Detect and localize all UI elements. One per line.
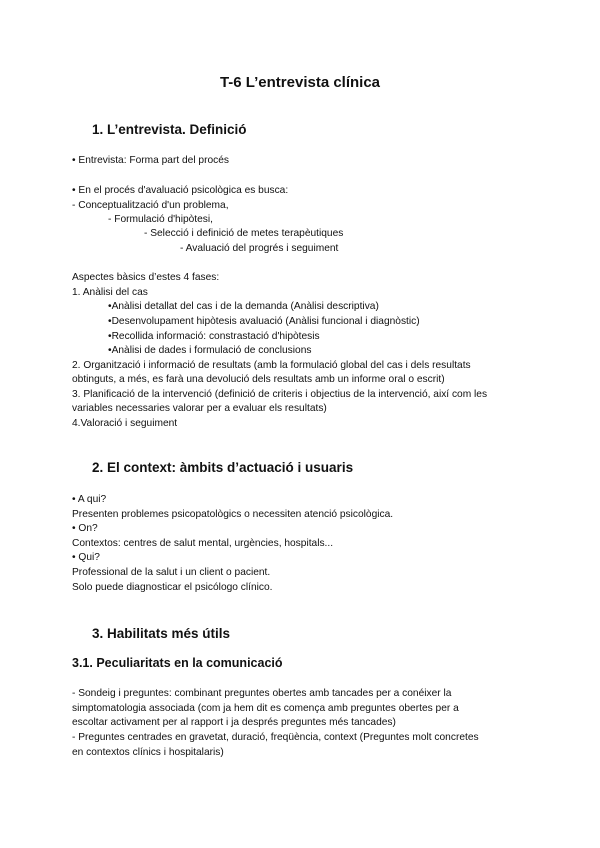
section-2-heading: 2. El context: àmbits d’actuació i usuaris [92, 460, 354, 475]
text-line: - Avaluació del progrés i seguiment [180, 243, 339, 254]
section-3-heading: 3. Habilitats més útils [92, 626, 231, 641]
text-line: variables necessaries valorar per a evaluar els resultats) [72, 403, 327, 414]
text-line: Solo puede diagnosticar el psicólogo clínico. [72, 582, 273, 593]
document-title: T-6 L’entrevista clínica [219, 74, 381, 91]
text-line: • On? [72, 523, 98, 534]
text-line: • En el procés d'avaluació psicològica es busca: [72, 185, 289, 196]
text-line: •Recollida informació: constrastació d'hipòtesis [108, 331, 320, 342]
text-line: •Anàlisi de dades i formulació de conclusions [108, 345, 312, 356]
text-line: 3. Planificació de la intervenció (definició de criteris i objectius de la intervenció, així com les [72, 389, 488, 400]
section-1-heading: 1. L’entrevista. Definició [92, 122, 247, 137]
text-line: 1. Anàlisi del cas [72, 287, 148, 298]
text-line: simptomatologia associada (com ja hem dit es comença amb preguntes obertes per a [72, 703, 459, 714]
text-line: obtinguts, a més, es farà una devolució dels resultats amb un informe oral o escrit) [72, 374, 445, 385]
text-line: en contextos clínics i hospitalaris) [72, 747, 224, 758]
text-line: - Preguntes centrades en gravetat, duració, freqüència, context (Preguntes molt concretes [72, 732, 479, 743]
text-line: • Entrevista: Forma part del procés [72, 155, 230, 166]
text-line: Presenten problemes psicopatològics o necessiten atenció psicològica. [72, 509, 394, 520]
text-line: •Desenvolupament hipòtesis avaluació (Anàlisi funcional i diagnòstic) [108, 316, 420, 327]
text-line: - Sondeig i preguntes: combinant preguntes obertes amb tancades per a conéixer la [72, 688, 452, 699]
section-3-1-heading: 3.1. Peculiaritats en la comunicació [72, 656, 283, 670]
text-line: 2. Organització i informació de resultats (amb la formulació global del cas i dels resultats [72, 360, 471, 371]
text-line: - Formulació d'hipòtesi, [108, 214, 213, 225]
text-line: • A qui? [72, 494, 107, 505]
text-line: - Selecció i definició de metes terapèutiques [144, 228, 344, 239]
text-line: Contextos: centres de salut mental, urgències, hospitals... [72, 538, 334, 549]
text-line: •Anàlisi detallat del cas i de la demanda (Anàlisi descriptiva) [108, 301, 379, 312]
text-line: 4.Valoració i seguiment [72, 418, 178, 429]
text-line: • Qui? [72, 552, 100, 563]
text-line: - Conceptualització d'un problema, [72, 200, 229, 211]
text-line: Aspectes bàsics d’estes 4 fases: [72, 272, 220, 283]
text-line: escoltar activament per al rapport i ja després preguntes més tancades) [72, 717, 396, 728]
text-line: Professional de la salut i un client o pacient. [72, 567, 271, 578]
